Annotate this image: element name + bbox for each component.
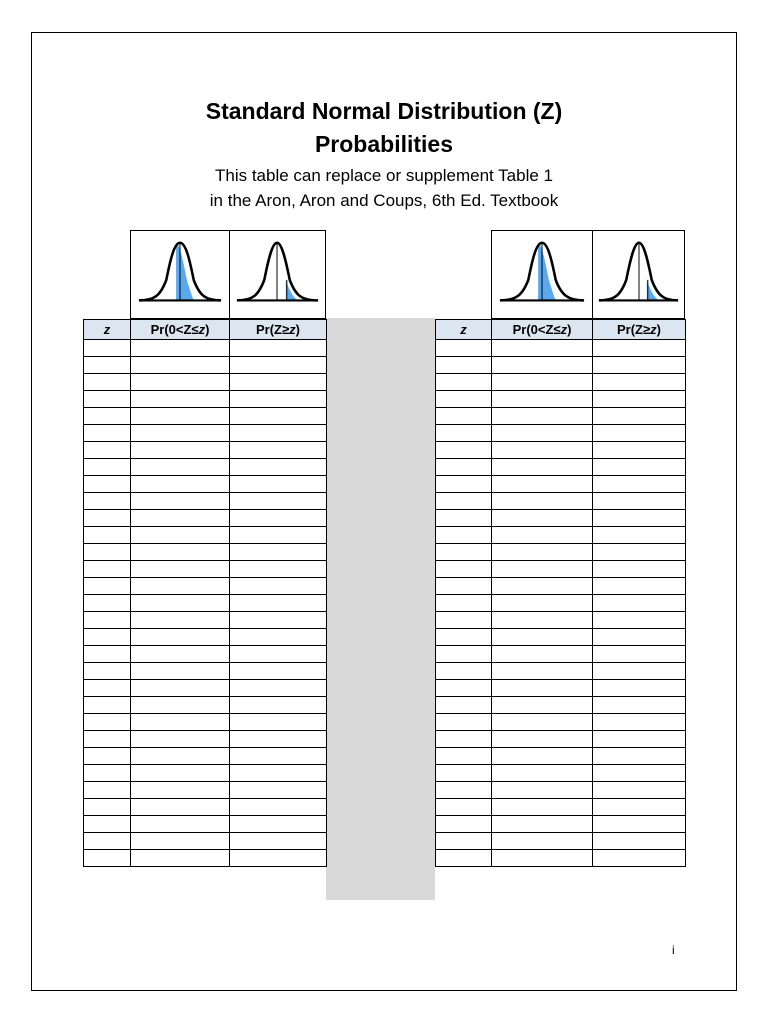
table-cell	[131, 578, 230, 595]
table-row	[84, 340, 327, 357]
table-row	[436, 833, 686, 850]
table-cell	[131, 595, 230, 612]
table-cell	[131, 408, 230, 425]
table-cell	[492, 493, 593, 510]
table-row	[84, 544, 327, 561]
table-cell	[593, 595, 686, 612]
table-cell	[230, 697, 327, 714]
table-cell	[131, 765, 230, 782]
table-cell	[436, 510, 492, 527]
table-cell	[84, 425, 131, 442]
table-cell	[230, 816, 327, 833]
table-cell	[492, 544, 593, 561]
table-row	[436, 442, 686, 459]
table-row	[436, 782, 686, 799]
table-cell	[84, 765, 131, 782]
table-cell	[593, 544, 686, 561]
table-cell	[492, 680, 593, 697]
table-cell	[131, 629, 230, 646]
table-cell	[230, 425, 327, 442]
table-cell	[84, 680, 131, 697]
table-cell	[84, 850, 131, 867]
table-cell	[436, 425, 492, 442]
table-row	[436, 510, 686, 527]
table-cell	[230, 476, 327, 493]
table-row	[436, 714, 686, 731]
table-cell	[230, 578, 327, 595]
table-cell	[436, 731, 492, 748]
table-cell	[436, 833, 492, 850]
table-cell	[593, 340, 686, 357]
table-cell	[436, 748, 492, 765]
table-cell	[492, 408, 593, 425]
table-cell	[131, 782, 230, 799]
table-cell	[230, 527, 327, 544]
table-cell	[84, 663, 131, 680]
table-cell	[436, 799, 492, 816]
table-cell	[492, 561, 593, 578]
table-cell	[593, 731, 686, 748]
table-cell	[131, 357, 230, 374]
table-cell	[593, 850, 686, 867]
table-row	[436, 527, 686, 544]
table-cell	[436, 408, 492, 425]
table-cell	[131, 714, 230, 731]
table-row	[84, 765, 327, 782]
table-cell	[436, 697, 492, 714]
table-cell	[84, 731, 131, 748]
table-cell	[492, 578, 593, 595]
table-cell	[131, 833, 230, 850]
table-cell	[492, 374, 593, 391]
table-row	[84, 459, 327, 476]
table-cell	[492, 833, 593, 850]
table-cell	[492, 697, 593, 714]
table-row	[84, 391, 327, 408]
table-cell	[593, 578, 686, 595]
table-row	[436, 391, 686, 408]
table-cell	[84, 391, 131, 408]
table-cell	[492, 527, 593, 544]
table-cell	[84, 646, 131, 663]
table-cell	[230, 459, 327, 476]
table-cell	[436, 782, 492, 799]
table-cell	[84, 816, 131, 833]
normal-curve-tail-shaded-icon	[592, 230, 685, 319]
table-cell	[593, 612, 686, 629]
table-cell	[436, 680, 492, 697]
table-row	[84, 561, 327, 578]
table-cell	[593, 391, 686, 408]
table-cell	[436, 374, 492, 391]
table-cell	[131, 731, 230, 748]
table-row	[84, 782, 327, 799]
table-row	[84, 646, 327, 663]
table-row	[84, 731, 327, 748]
table-cell	[84, 527, 131, 544]
table-cell	[230, 510, 327, 527]
table-cell	[593, 816, 686, 833]
table-cell	[492, 850, 593, 867]
table-row	[436, 595, 686, 612]
table-cell	[230, 391, 327, 408]
table-cell	[492, 748, 593, 765]
table-row	[436, 561, 686, 578]
table-cell	[436, 357, 492, 374]
table-row	[84, 799, 327, 816]
table-cell	[593, 833, 686, 850]
page-number: i	[672, 943, 675, 957]
table-cell	[84, 782, 131, 799]
table-cell	[436, 816, 492, 833]
table-cell	[436, 561, 492, 578]
table-body	[436, 340, 686, 867]
table-cell	[230, 544, 327, 561]
table-row	[84, 374, 327, 391]
table-cell	[84, 374, 131, 391]
table-row	[436, 680, 686, 697]
table-cell	[230, 833, 327, 850]
table-row	[436, 629, 686, 646]
table-cell	[593, 782, 686, 799]
table-cell	[492, 357, 593, 374]
table-row	[84, 476, 327, 493]
table-row	[436, 544, 686, 561]
table-cell	[436, 391, 492, 408]
table-cell	[436, 527, 492, 544]
table-cell	[230, 374, 327, 391]
table-cell	[230, 595, 327, 612]
table-cell	[492, 816, 593, 833]
table-cell	[84, 357, 131, 374]
table-cell	[436, 663, 492, 680]
table-cell	[84, 459, 131, 476]
table-cell	[436, 459, 492, 476]
header-between-prob: Pr(0<Z≤z)	[492, 320, 593, 340]
table-cell	[593, 408, 686, 425]
table-row	[436, 799, 686, 816]
table-cell	[593, 629, 686, 646]
table-cell	[131, 850, 230, 867]
table-cell	[436, 442, 492, 459]
table-cell	[84, 595, 131, 612]
table-row	[436, 493, 686, 510]
table-row	[436, 663, 686, 680]
table-cell	[436, 714, 492, 731]
table-row	[84, 850, 327, 867]
table-row	[84, 493, 327, 510]
table-cell	[84, 799, 131, 816]
header-between-prob: Pr(0<Z≤z)	[131, 320, 230, 340]
table-cell	[593, 663, 686, 680]
table-cell	[593, 561, 686, 578]
table-cell	[436, 340, 492, 357]
table-cell	[131, 459, 230, 476]
table-cell	[230, 646, 327, 663]
table-row	[84, 816, 327, 833]
table-cell	[436, 493, 492, 510]
table-cell	[593, 765, 686, 782]
header-z: z	[436, 320, 492, 340]
table-cell	[593, 748, 686, 765]
table-cell	[230, 340, 327, 357]
table-cell	[230, 612, 327, 629]
table-cell	[131, 527, 230, 544]
table-row	[436, 408, 686, 425]
table-cell	[436, 629, 492, 646]
table-cell	[84, 561, 131, 578]
table-cell	[84, 833, 131, 850]
table-cell	[492, 714, 593, 731]
table-cell	[436, 850, 492, 867]
table-row	[84, 527, 327, 544]
page-title: Standard Normal Distribution (Z)	[205, 98, 563, 124]
table-row	[84, 595, 327, 612]
table-row	[84, 612, 327, 629]
normal-curve-center-shaded-icon	[491, 230, 593, 319]
table-cell	[230, 442, 327, 459]
table-cell	[84, 748, 131, 765]
table-cell	[436, 612, 492, 629]
table-row	[84, 663, 327, 680]
normal-curve-center-shaded-icon	[130, 230, 230, 319]
table-cell	[593, 510, 686, 527]
table-cell	[131, 748, 230, 765]
normal-curve-tail-shaded-icon	[229, 230, 326, 319]
table-cell	[230, 765, 327, 782]
table-cell	[492, 765, 593, 782]
table-cell	[492, 595, 593, 612]
table-row	[436, 646, 686, 663]
table-cell	[436, 765, 492, 782]
table-cell	[492, 782, 593, 799]
table-cell	[131, 374, 230, 391]
subtitle: This table can replace or supplement Table 1	[215, 166, 553, 185]
table-row	[84, 629, 327, 646]
table-cell	[593, 680, 686, 697]
table-row	[84, 425, 327, 442]
table-row	[436, 578, 686, 595]
header-tail-prob: Pr(Z≥z)	[230, 320, 327, 340]
table-cell	[131, 391, 230, 408]
table-cell	[131, 544, 230, 561]
table-cell	[230, 714, 327, 731]
table-cell	[593, 527, 686, 544]
table-cell	[492, 612, 593, 629]
table-cell	[84, 612, 131, 629]
table-cell	[84, 408, 131, 425]
table-row	[84, 357, 327, 374]
table-cell	[436, 476, 492, 493]
table-row	[84, 680, 327, 697]
table-cell	[492, 629, 593, 646]
table-row	[84, 833, 327, 850]
table-cell	[492, 799, 593, 816]
table-cell	[230, 680, 327, 697]
table-cell	[131, 493, 230, 510]
table-cell	[492, 425, 593, 442]
table-cell	[230, 782, 327, 799]
table-cell	[593, 493, 686, 510]
table-cell	[131, 510, 230, 527]
table-row	[84, 442, 327, 459]
center-gap-band	[326, 318, 435, 900]
table-cell	[436, 544, 492, 561]
table-cell	[84, 476, 131, 493]
table-row	[436, 459, 686, 476]
table-cell	[593, 799, 686, 816]
table-cell	[230, 408, 327, 425]
table-cell	[131, 425, 230, 442]
table-cell	[131, 663, 230, 680]
table-cell	[131, 680, 230, 697]
table-cell	[84, 340, 131, 357]
table-row	[84, 748, 327, 765]
table-cell	[131, 799, 230, 816]
table-cell	[492, 646, 593, 663]
table-row	[84, 408, 327, 425]
table-cell	[492, 442, 593, 459]
table-cell	[593, 442, 686, 459]
header-z: z	[84, 320, 131, 340]
table-cell	[230, 799, 327, 816]
table-cell	[230, 850, 327, 867]
table-cell	[84, 578, 131, 595]
table-row	[436, 697, 686, 714]
table-cell	[84, 510, 131, 527]
table-cell	[593, 357, 686, 374]
z-table-right	[435, 319, 686, 867]
table-cell	[492, 510, 593, 527]
table-cell	[593, 476, 686, 493]
z-table-left	[83, 319, 327, 867]
table-cell	[131, 697, 230, 714]
table-cell	[230, 663, 327, 680]
table-cell	[230, 629, 327, 646]
table-row	[84, 510, 327, 527]
table-cell	[593, 459, 686, 476]
table-cell	[84, 697, 131, 714]
table-cell	[84, 493, 131, 510]
table-cell	[593, 425, 686, 442]
table-cell	[492, 340, 593, 357]
table-row	[436, 476, 686, 493]
table-row	[436, 340, 686, 357]
table-cell	[593, 646, 686, 663]
table-cell	[230, 493, 327, 510]
table-cell	[131, 340, 230, 357]
table-header-row	[84, 320, 327, 340]
header-tail-prob: Pr(Z≥z)	[593, 320, 686, 340]
table-cell	[84, 442, 131, 459]
table-row	[436, 765, 686, 782]
table-cell	[492, 476, 593, 493]
table-cell	[230, 731, 327, 748]
table-cell	[131, 816, 230, 833]
table-row	[436, 850, 686, 867]
table-cell	[131, 646, 230, 663]
table-row	[84, 578, 327, 595]
table-body	[84, 340, 327, 867]
subtitle-continued: in the Aron, Aron and Coups, 6th Ed. Textbook	[209, 191, 559, 210]
table-cell	[436, 595, 492, 612]
table-cell	[131, 561, 230, 578]
table-header-row	[436, 320, 686, 340]
page-title-continued: Probabilities	[314, 131, 454, 157]
table-row	[436, 425, 686, 442]
table-cell	[593, 714, 686, 731]
table-cell	[131, 476, 230, 493]
table-cell	[230, 561, 327, 578]
table-cell	[230, 357, 327, 374]
table-cell	[84, 544, 131, 561]
table-cell	[492, 731, 593, 748]
table-cell	[84, 714, 131, 731]
table-row	[84, 714, 327, 731]
table-cell	[593, 697, 686, 714]
table-cell	[230, 748, 327, 765]
table-cell	[492, 391, 593, 408]
table-row	[436, 357, 686, 374]
table-cell	[436, 646, 492, 663]
table-cell	[593, 374, 686, 391]
table-cell	[84, 629, 131, 646]
table-cell	[492, 459, 593, 476]
table-cell	[131, 612, 230, 629]
table-row	[84, 697, 327, 714]
table-cell	[131, 442, 230, 459]
table-row	[436, 816, 686, 833]
table-row	[436, 374, 686, 391]
table-row	[436, 612, 686, 629]
table-row	[436, 748, 686, 765]
table-row	[436, 731, 686, 748]
table-cell	[492, 663, 593, 680]
table-cell	[436, 578, 492, 595]
